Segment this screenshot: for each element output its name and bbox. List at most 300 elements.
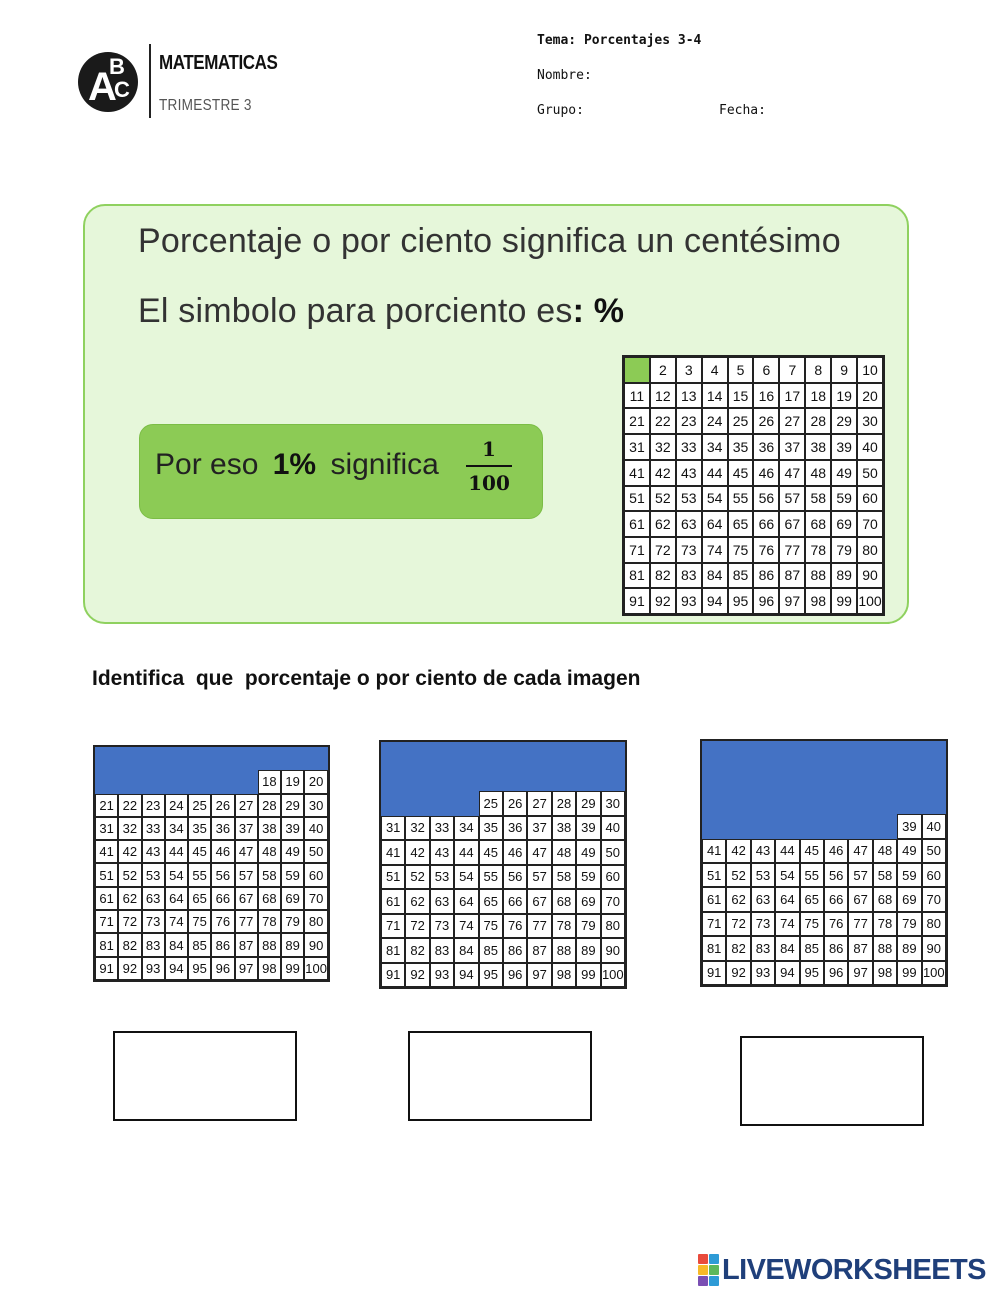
grid-cell: 54	[165, 863, 188, 886]
grid-cell: 61	[702, 887, 726, 911]
logo-letter-b: B	[109, 54, 125, 79]
grid-cell: 75	[728, 537, 754, 563]
grid-cell: 27	[527, 791, 551, 816]
grid-cell: 98	[805, 588, 831, 614]
grid-cell: 26	[503, 791, 527, 816]
grid-cell: 58	[805, 486, 831, 512]
grid-cell: 82	[405, 938, 429, 963]
grid-cell: 41	[702, 839, 726, 863]
grid-cell: 34	[454, 816, 478, 841]
grid-cell: 79	[831, 537, 857, 563]
grid-cell: 53	[430, 865, 454, 890]
grid-cell: 52	[118, 863, 141, 886]
grid-cell: 48	[258, 840, 281, 863]
grid-cell: 91	[95, 957, 118, 980]
grid-cell: 86	[753, 563, 779, 589]
grid-cell: 95	[800, 961, 824, 985]
covered-block	[702, 814, 897, 838]
hundred-grid-exercise-2	[379, 740, 627, 989]
covered-block	[381, 742, 625, 791]
grid-cell: 40	[601, 816, 625, 841]
grid-cell: 86	[503, 938, 527, 963]
grid-cell: 36	[211, 817, 234, 840]
grid-cell: 20	[857, 383, 883, 409]
grid-cell: 59	[831, 486, 857, 512]
logo-letter-a: A	[88, 65, 117, 109]
grid-cell: 69	[281, 887, 304, 910]
answer-box-2[interactable]	[408, 1031, 592, 1121]
grid-cell: 45	[479, 840, 503, 865]
grid-cell: 64	[702, 511, 728, 537]
grid-cell: 67	[527, 889, 551, 914]
grid-cell: 71	[95, 910, 118, 933]
grid-cell: 88	[873, 936, 897, 960]
grid-cell: 70	[304, 887, 328, 910]
grid-cell: 87	[779, 563, 805, 589]
grid-cell: 38	[258, 817, 281, 840]
grid-cell: 94	[702, 588, 728, 614]
grid-cell: 69	[897, 887, 921, 911]
grid-cell: 61	[624, 511, 650, 537]
grid-cell: 27	[235, 794, 258, 817]
callout-text	[155, 448, 439, 482]
covered-block	[702, 741, 946, 814]
grid-cell: 38	[552, 816, 576, 841]
liveworksheets-brand	[698, 1254, 986, 1286]
covered-block	[381, 791, 479, 816]
grid-cell: 59	[897, 863, 921, 887]
grid-cell: 87	[527, 938, 551, 963]
brand-block	[698, 1276, 708, 1286]
grid-cell: 84	[454, 938, 478, 963]
grid-cell: 77	[527, 914, 551, 939]
grid-cell: 81	[702, 936, 726, 960]
grid-cell: 4	[702, 357, 728, 383]
grid-cell: 88	[552, 938, 576, 963]
grid-cell: 88	[805, 563, 831, 589]
grid-cell: 73	[751, 912, 775, 936]
grid-cell: 91	[624, 588, 650, 614]
name-field-label: Nombre:	[537, 68, 592, 83]
grid-cell: 47	[527, 840, 551, 865]
grid-cell: 66	[503, 889, 527, 914]
grid-cell: 92	[405, 963, 429, 988]
grid-cell: 67	[779, 511, 805, 537]
grid-cell: 53	[751, 863, 775, 887]
grid-cell: 91	[381, 963, 405, 988]
grid-cell: 85	[728, 563, 754, 589]
grid-cell: 32	[118, 817, 141, 840]
grid-cell: 96	[753, 588, 779, 614]
grid-cell: 92	[726, 961, 750, 985]
grid-cell: 49	[281, 840, 304, 863]
grid-cell: 57	[848, 863, 872, 887]
grid-cell: 64	[454, 889, 478, 914]
grid-cell: 68	[873, 887, 897, 911]
grid-cell: 76	[503, 914, 527, 939]
grid-cell: 70	[601, 889, 625, 914]
grid-cell: 100	[922, 961, 946, 985]
grid-cell: 34	[702, 434, 728, 460]
grid-cell: 87	[848, 936, 872, 960]
grid-cell: 51	[95, 863, 118, 886]
grid-cell: 25	[728, 408, 754, 434]
grid-cell: 60	[304, 863, 328, 886]
grid-cell: 88	[258, 933, 281, 956]
grid-cell: 21	[95, 794, 118, 817]
grid-cell: 65	[800, 887, 824, 911]
grid-cell: 94	[454, 963, 478, 988]
fraction-bar	[466, 465, 512, 467]
covered-block	[95, 770, 258, 793]
grid-cell: 85	[188, 933, 211, 956]
grid-cell: 57	[527, 865, 551, 890]
grid-cell: 32	[405, 816, 429, 841]
grid-cell: 95	[479, 963, 503, 988]
covered-block	[95, 747, 328, 770]
logo-letter-c: C	[114, 77, 130, 102]
grid-cell: 6	[753, 357, 779, 383]
grid-cell: 82	[650, 563, 676, 589]
grid-cell: 26	[753, 408, 779, 434]
grid-cell: 80	[601, 914, 625, 939]
grid-cell: 50	[304, 840, 328, 863]
grid-cell: 74	[454, 914, 478, 939]
grid-cell: 81	[381, 938, 405, 963]
grid-cell: 73	[676, 537, 702, 563]
grid-cell: 60	[857, 486, 883, 512]
grid-cell: 24	[702, 408, 728, 434]
grid-cell: 31	[624, 434, 650, 460]
grid-cell: 93	[430, 963, 454, 988]
grid-cell: 70	[857, 511, 883, 537]
grid-cell: 29	[576, 791, 600, 816]
grid-cell: 23	[676, 408, 702, 434]
grid-cell: 72	[650, 537, 676, 563]
grid-cell: 78	[258, 910, 281, 933]
grid-cell: 53	[142, 863, 165, 886]
exercise-instruction: Identifica que porcentaje o por ciento de cada imagen	[92, 667, 641, 690]
grid-cell: 50	[601, 840, 625, 865]
grid-cell: 5	[728, 357, 754, 383]
grid-cell: 48	[873, 839, 897, 863]
grid-cell: 9	[831, 357, 857, 383]
grid-cell: 2	[650, 357, 676, 383]
grid-cell: 75	[188, 910, 211, 933]
grid-cell: 57	[235, 863, 258, 886]
grid-cell: 76	[824, 912, 848, 936]
grid-cell: 97	[527, 963, 551, 988]
grid-cell: 28	[552, 791, 576, 816]
grid-cell: 40	[304, 817, 328, 840]
grid-cell: 28	[805, 408, 831, 434]
fraction-numerator: 1	[482, 437, 496, 461]
grid-cell: 73	[142, 910, 165, 933]
grid-cell: 59	[576, 865, 600, 890]
grid-cell: 33	[676, 434, 702, 460]
grid-cell: 66	[824, 887, 848, 911]
grid-cell: 67	[235, 887, 258, 910]
grid-cell: 31	[95, 817, 118, 840]
grid-cell: 22	[118, 794, 141, 817]
grid-cell: 42	[405, 840, 429, 865]
topic-label: Tema: Porcentajes 3-4	[537, 33, 702, 48]
grid-cell: 48	[805, 460, 831, 486]
grid-cell: 86	[824, 936, 848, 960]
grid-cell: 51	[381, 865, 405, 890]
grid-cell: 85	[800, 936, 824, 960]
grid-cell: 57	[779, 486, 805, 512]
grid-cell: 45	[728, 460, 754, 486]
grid-cell: 16	[753, 383, 779, 409]
grid-cell: 46	[211, 840, 234, 863]
grid-cell: 19	[281, 770, 304, 793]
grid-cell: 39	[281, 817, 304, 840]
brand-blocks-icon	[698, 1254, 719, 1286]
grid-cell: 99	[281, 957, 304, 980]
grid-cell: 42	[650, 460, 676, 486]
grid-cell: 44	[454, 840, 478, 865]
grid-cell: 62	[726, 887, 750, 911]
grid-cell: 34	[165, 817, 188, 840]
grid-cell: 54	[454, 865, 478, 890]
grid-cell: 25	[188, 794, 211, 817]
grid-cell: 54	[702, 486, 728, 512]
grid-cell: 51	[702, 863, 726, 887]
grid-cell: 85	[479, 938, 503, 963]
grid-cell: 58	[258, 863, 281, 886]
grid-cell: 37	[779, 434, 805, 460]
grid-cell: 93	[676, 588, 702, 614]
grid-cell: 24	[165, 794, 188, 817]
grid-cell: 67	[848, 887, 872, 911]
shaded-cell	[624, 357, 650, 383]
grid-cell: 7	[779, 357, 805, 383]
grid-cell: 42	[118, 840, 141, 863]
grid-cell: 75	[800, 912, 824, 936]
grid-cell: 8	[805, 357, 831, 383]
grid-cell: 95	[728, 588, 754, 614]
answer-box-3[interactable]	[740, 1036, 924, 1126]
grid-cell: 43	[430, 840, 454, 865]
grid-cell: 47	[235, 840, 258, 863]
grid-cell: 23	[142, 794, 165, 817]
grid-cell: 78	[805, 537, 831, 563]
brand-block	[698, 1265, 708, 1275]
grid-cell: 22	[650, 408, 676, 434]
header-divider	[149, 44, 151, 118]
grid-cell: 79	[576, 914, 600, 939]
grid-cell: 83	[751, 936, 775, 960]
grid-cell: 35	[188, 817, 211, 840]
grid-cell: 48	[552, 840, 576, 865]
grid-cell: 60	[601, 865, 625, 890]
grid-cell: 90	[857, 563, 883, 589]
grid-cell: 77	[235, 910, 258, 933]
grid-cell: 72	[118, 910, 141, 933]
grid-cell: 55	[800, 863, 824, 887]
grid-cell: 98	[873, 961, 897, 985]
grid-cell: 64	[775, 887, 799, 911]
grid-cell: 43	[676, 460, 702, 486]
grid-cell: 90	[601, 938, 625, 963]
grid-cell: 20	[304, 770, 328, 793]
grid-cell: 79	[897, 912, 921, 936]
grid-cell: 83	[430, 938, 454, 963]
grid-cell: 27	[779, 408, 805, 434]
grid-cell: 58	[552, 865, 576, 890]
group-field-label: Grupo:	[537, 103, 584, 118]
grid-cell: 26	[211, 794, 234, 817]
brand-block	[709, 1265, 719, 1275]
hundred-grid-example	[622, 355, 885, 616]
grid-cell: 69	[831, 511, 857, 537]
grid-cell: 63	[751, 887, 775, 911]
grid-cell: 66	[211, 887, 234, 910]
grid-cell: 93	[751, 961, 775, 985]
grid-cell: 39	[576, 816, 600, 841]
grid-cell: 89	[281, 933, 304, 956]
grid-cell: 95	[188, 957, 211, 980]
grid-cell: 49	[576, 840, 600, 865]
symbol-line	[138, 292, 624, 331]
grid-cell: 56	[824, 863, 848, 887]
grid-cell: 21	[624, 408, 650, 434]
grid-cell: 97	[235, 957, 258, 980]
grid-cell: 43	[142, 840, 165, 863]
grid-cell: 99	[897, 961, 921, 985]
grid-cell: 40	[857, 434, 883, 460]
grid-cell: 30	[601, 791, 625, 816]
date-field-label: Fecha:	[719, 103, 766, 118]
grid-cell: 13	[676, 383, 702, 409]
grid-cell: 89	[576, 938, 600, 963]
grid-cell: 43	[751, 839, 775, 863]
grid-cell: 53	[676, 486, 702, 512]
grid-cell: 99	[576, 963, 600, 988]
grid-cell: 49	[897, 839, 921, 863]
grid-cell: 72	[726, 912, 750, 936]
grid-cell: 56	[211, 863, 234, 886]
grid-cell: 35	[479, 816, 503, 841]
grid-cell: 78	[552, 914, 576, 939]
grid-cell: 44	[165, 840, 188, 863]
grid-cell: 52	[650, 486, 676, 512]
grid-cell: 63	[430, 889, 454, 914]
percent-symbol: : %	[572, 292, 625, 330]
grid-cell: 84	[165, 933, 188, 956]
grid-cell: 55	[479, 865, 503, 890]
grid-cell: 37	[235, 817, 258, 840]
grid-cell: 18	[805, 383, 831, 409]
brand-name: LIVEWORKSHEETS	[722, 1253, 986, 1286]
grid-cell: 96	[211, 957, 234, 980]
grid-cell: 90	[922, 936, 946, 960]
term-label: TRIMESTRE 3	[159, 97, 252, 114]
grid-cell: 41	[381, 840, 405, 865]
grid-cell: 31	[381, 816, 405, 841]
subject-title: MATEMATICAS	[159, 52, 278, 74]
grid-cell: 97	[779, 588, 805, 614]
grid-cell: 46	[753, 460, 779, 486]
grid-cell: 32	[650, 434, 676, 460]
grid-cell: 82	[726, 936, 750, 960]
abc-logo	[76, 44, 140, 116]
hundred-grid-exercise-3	[700, 739, 948, 987]
brand-block	[709, 1254, 719, 1264]
grid-cell: 55	[188, 863, 211, 886]
grid-cell: 63	[676, 511, 702, 537]
grid-cell: 58	[873, 863, 897, 887]
grid-cell: 80	[922, 912, 946, 936]
grid-cell: 70	[922, 887, 946, 911]
grid-cell: 55	[728, 486, 754, 512]
grid-cell: 39	[831, 434, 857, 460]
grid-cell: 44	[702, 460, 728, 486]
grid-cell: 100	[304, 957, 328, 980]
grid-cell: 99	[831, 588, 857, 614]
grid-cell: 37	[527, 816, 551, 841]
grid-cell: 18	[258, 770, 281, 793]
grid-cell: 64	[165, 887, 188, 910]
grid-cell: 76	[211, 910, 234, 933]
grid-cell: 92	[118, 957, 141, 980]
grid-cell: 11	[624, 383, 650, 409]
grid-cell: 77	[848, 912, 872, 936]
grid-cell: 91	[702, 961, 726, 985]
grid-cell: 61	[381, 889, 405, 914]
grid-cell: 74	[702, 537, 728, 563]
grid-cell: 38	[805, 434, 831, 460]
grid-cell: 93	[142, 957, 165, 980]
grid-cell: 73	[430, 914, 454, 939]
grid-cell: 69	[576, 889, 600, 914]
grid-cell: 3	[676, 357, 702, 383]
grid-cell: 63	[142, 887, 165, 910]
grid-cell: 47	[779, 460, 805, 486]
grid-cell: 89	[897, 936, 921, 960]
fraction-denominator: 100	[468, 471, 510, 495]
grid-cell: 71	[381, 914, 405, 939]
callout-one-percent: 1%	[272, 448, 317, 481]
grid-cell: 62	[118, 887, 141, 910]
hundred-grid-exercise-1	[93, 745, 330, 982]
grid-cell: 76	[753, 537, 779, 563]
answer-box-1[interactable]	[113, 1031, 297, 1121]
callout-prefix: Por eso	[155, 448, 259, 481]
grid-cell: 66	[753, 511, 779, 537]
grid-cell: 42	[726, 839, 750, 863]
grid-cell: 40	[922, 814, 946, 838]
grid-cell: 62	[650, 511, 676, 537]
grid-cell: 90	[304, 933, 328, 956]
grid-cell: 41	[95, 840, 118, 863]
grid-cell: 83	[142, 933, 165, 956]
grid-cell: 78	[873, 912, 897, 936]
grid-cell: 81	[624, 563, 650, 589]
grid-cell: 98	[258, 957, 281, 980]
grid-cell: 39	[897, 814, 921, 838]
grid-cell: 19	[831, 383, 857, 409]
grid-cell: 94	[775, 961, 799, 985]
grid-cell: 56	[753, 486, 779, 512]
grid-cell: 82	[118, 933, 141, 956]
grid-cell: 65	[728, 511, 754, 537]
grid-cell: 35	[728, 434, 754, 460]
grid-cell: 87	[235, 933, 258, 956]
grid-cell: 79	[281, 910, 304, 933]
grid-cell: 94	[165, 957, 188, 980]
